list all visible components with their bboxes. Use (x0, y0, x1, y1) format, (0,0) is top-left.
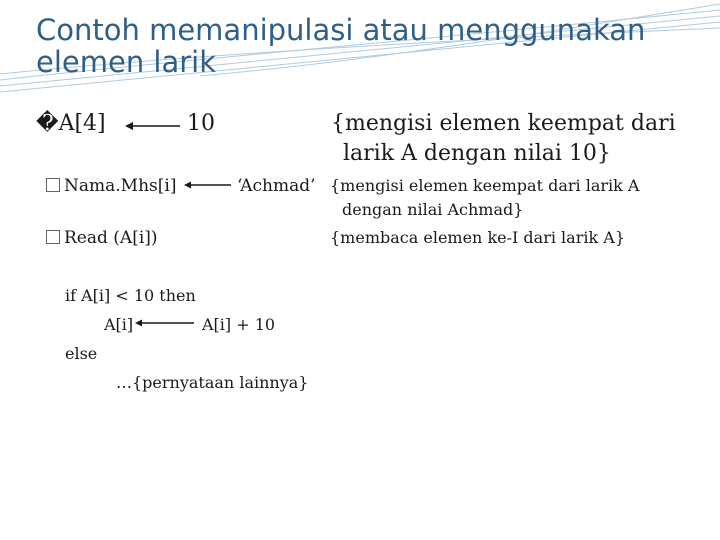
row2-value: ‘Achmad’ (237, 176, 316, 196)
row2-left: Nama.Mhs[i] (64, 176, 177, 196)
code-line-if: if A[i] < 10 then (65, 286, 196, 305)
row1-left: A[4] (58, 111, 106, 136)
code-line-else: else (65, 344, 98, 363)
row1-assign-arrow-icon (124, 118, 182, 134)
row2-comment-line1: {mengisi elemen keempat dari larik A (330, 176, 640, 195)
row3-comment: {membaca elemen ke-I dari larik A} (330, 228, 625, 247)
row1-bullet: � (36, 111, 59, 136)
page-title: Contoh memanipulasi atau menggunakan elemen larik (36, 13, 646, 79)
row3-bullet-icon (46, 230, 60, 244)
row1-comment-line1: {mengisi elemen keempat dari (331, 111, 676, 136)
code-line-assign-right: A[i] + 10 (202, 315, 276, 334)
row1-comment-line2: larik A dengan nilai 10} (343, 141, 611, 166)
row3-left: Read (A[i]) (64, 228, 158, 248)
row2-statement (46, 174, 176, 198)
code-line-assign-left: A[i] (104, 315, 134, 334)
code-assign-arrow-icon (134, 316, 196, 330)
row3-statement (46, 226, 158, 250)
row2-comment-line2: dengan nilai Achmad} (342, 200, 524, 219)
row2-bullet-icon (46, 178, 60, 192)
row2-assign-arrow-icon (183, 178, 233, 192)
code-line-other: …{pernyataan lainnya} (116, 373, 309, 392)
row1-statement (36, 110, 106, 138)
row1-value: 10 (187, 111, 215, 136)
